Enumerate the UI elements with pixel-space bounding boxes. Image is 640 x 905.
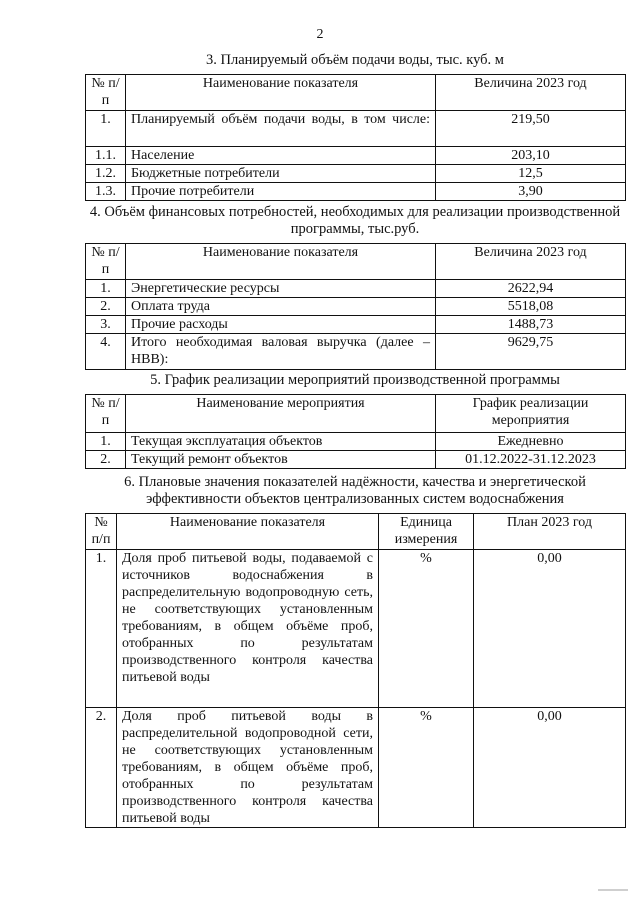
page-edge-mark (598, 889, 628, 891)
table-row (86, 147, 626, 165)
row-value: 9629,75 (436, 334, 626, 370)
row-no: 3. (86, 316, 126, 334)
row-name: Планируемый объём подачи воды, в том числе: (126, 111, 436, 147)
table-schedule (85, 394, 626, 469)
header-name: Наименование показателя (126, 244, 436, 280)
row-value: 219,50 (436, 111, 626, 147)
table-water-supply (85, 74, 626, 201)
header-no: № п/п (86, 244, 126, 280)
table-header (86, 395, 626, 433)
table-row (86, 451, 626, 469)
row-value: 0,00 (474, 550, 626, 708)
header-value: План 2023 год (474, 514, 626, 550)
row-no: 1. (86, 550, 117, 708)
table-row (86, 165, 626, 183)
row-no: 1. (86, 111, 126, 147)
row-name: Текущая эксплуатация объектов (126, 433, 436, 451)
row-name: Доля проб питьевой воды в распределительной водопроводной сети, не соответствующих установленным требованиям, в общем объёме проб, отобранных по результатам производственного контроля качества питьевой воды (117, 708, 379, 828)
header-unit: Единица измерения (379, 514, 474, 550)
row-value: 12,5 (436, 165, 626, 183)
row-value: 1488,73 (436, 316, 626, 334)
row-value: 0,00 (474, 708, 626, 828)
table-financial-needs (85, 243, 626, 370)
row-no: 1.2. (86, 165, 126, 183)
table-row (86, 550, 626, 708)
row-name: Энергетические ресурсы (126, 280, 436, 298)
table-row (86, 316, 626, 334)
row-name: Итого необходимая валовая выручка (далее – НВВ): (126, 334, 436, 370)
section-5-title: 5. График реализации мероприятий производственной программы (150, 372, 560, 388)
row-unit: % (379, 708, 474, 828)
row-value: 5518,08 (436, 298, 626, 316)
header-no: № п/п (86, 75, 126, 111)
header-no: № п/п (86, 514, 117, 550)
row-name: Текущий ремонт объектов (126, 451, 436, 469)
row-no: 2. (86, 451, 126, 469)
row-no: 1. (86, 433, 126, 451)
table-header (86, 75, 626, 111)
section-3-title: 3. Планируемый объём подачи воды, тыс. куб. м (206, 52, 504, 68)
header-name: Наименование показателя (126, 75, 436, 111)
row-no: 1.1. (86, 147, 126, 165)
row-name: Население (126, 147, 436, 165)
row-name: Бюджетные потребители (126, 165, 436, 183)
table-row (86, 183, 626, 201)
table-row (86, 708, 626, 828)
header-name: Наименование мероприятия (126, 395, 436, 433)
table-quality-indicators (85, 513, 626, 828)
page-number: 2 (316, 27, 324, 42)
table-row (86, 433, 626, 451)
row-no: 1. (86, 280, 126, 298)
table-header (86, 514, 626, 550)
row-value: 01.12.2022-31.12.2023 (436, 451, 626, 469)
header-name: Наименование показателя (117, 514, 379, 550)
row-no: 2. (86, 298, 126, 316)
row-no: 2. (86, 708, 117, 828)
table-row (86, 334, 626, 370)
row-value: 203,10 (436, 147, 626, 165)
row-no: 4. (86, 334, 126, 370)
table-row (86, 298, 626, 316)
section-6-title: 6. Плановые значения показателей надёжности, качества и энергетической эффективности объектов централизованных систем водоснабжения (124, 474, 586, 507)
header-value: График реализации мероприятия (436, 395, 626, 433)
table-row (86, 111, 626, 147)
row-no: 1.3. (86, 183, 126, 201)
row-unit: % (379, 550, 474, 708)
row-value: 3,90 (436, 183, 626, 201)
table-row (86, 280, 626, 298)
row-value: Ежедневно (436, 433, 626, 451)
section-4-title: 4. Объём финансовых потребностей, необходимых для реализации производственной программы, тыс.руб. (89, 204, 621, 237)
header-value: Величина 2023 год (436, 75, 626, 111)
row-name: Прочие потребители (126, 183, 436, 201)
row-name: Оплата труда (126, 298, 436, 316)
row-name: Доля проб питьевой воды, подаваемой с источников водоснабжения в распределительную водопроводную сеть, не соответствующих установленным требованиям, в общем объёме проб, отобранных по результатам производственного контроля качества питьевой воды (117, 550, 379, 708)
row-name: Прочие расходы (126, 316, 436, 334)
table-header (86, 244, 626, 280)
header-value: Величина 2023 год (436, 244, 626, 280)
header-no: № п/п (86, 395, 126, 433)
row-value: 2622,94 (436, 280, 626, 298)
